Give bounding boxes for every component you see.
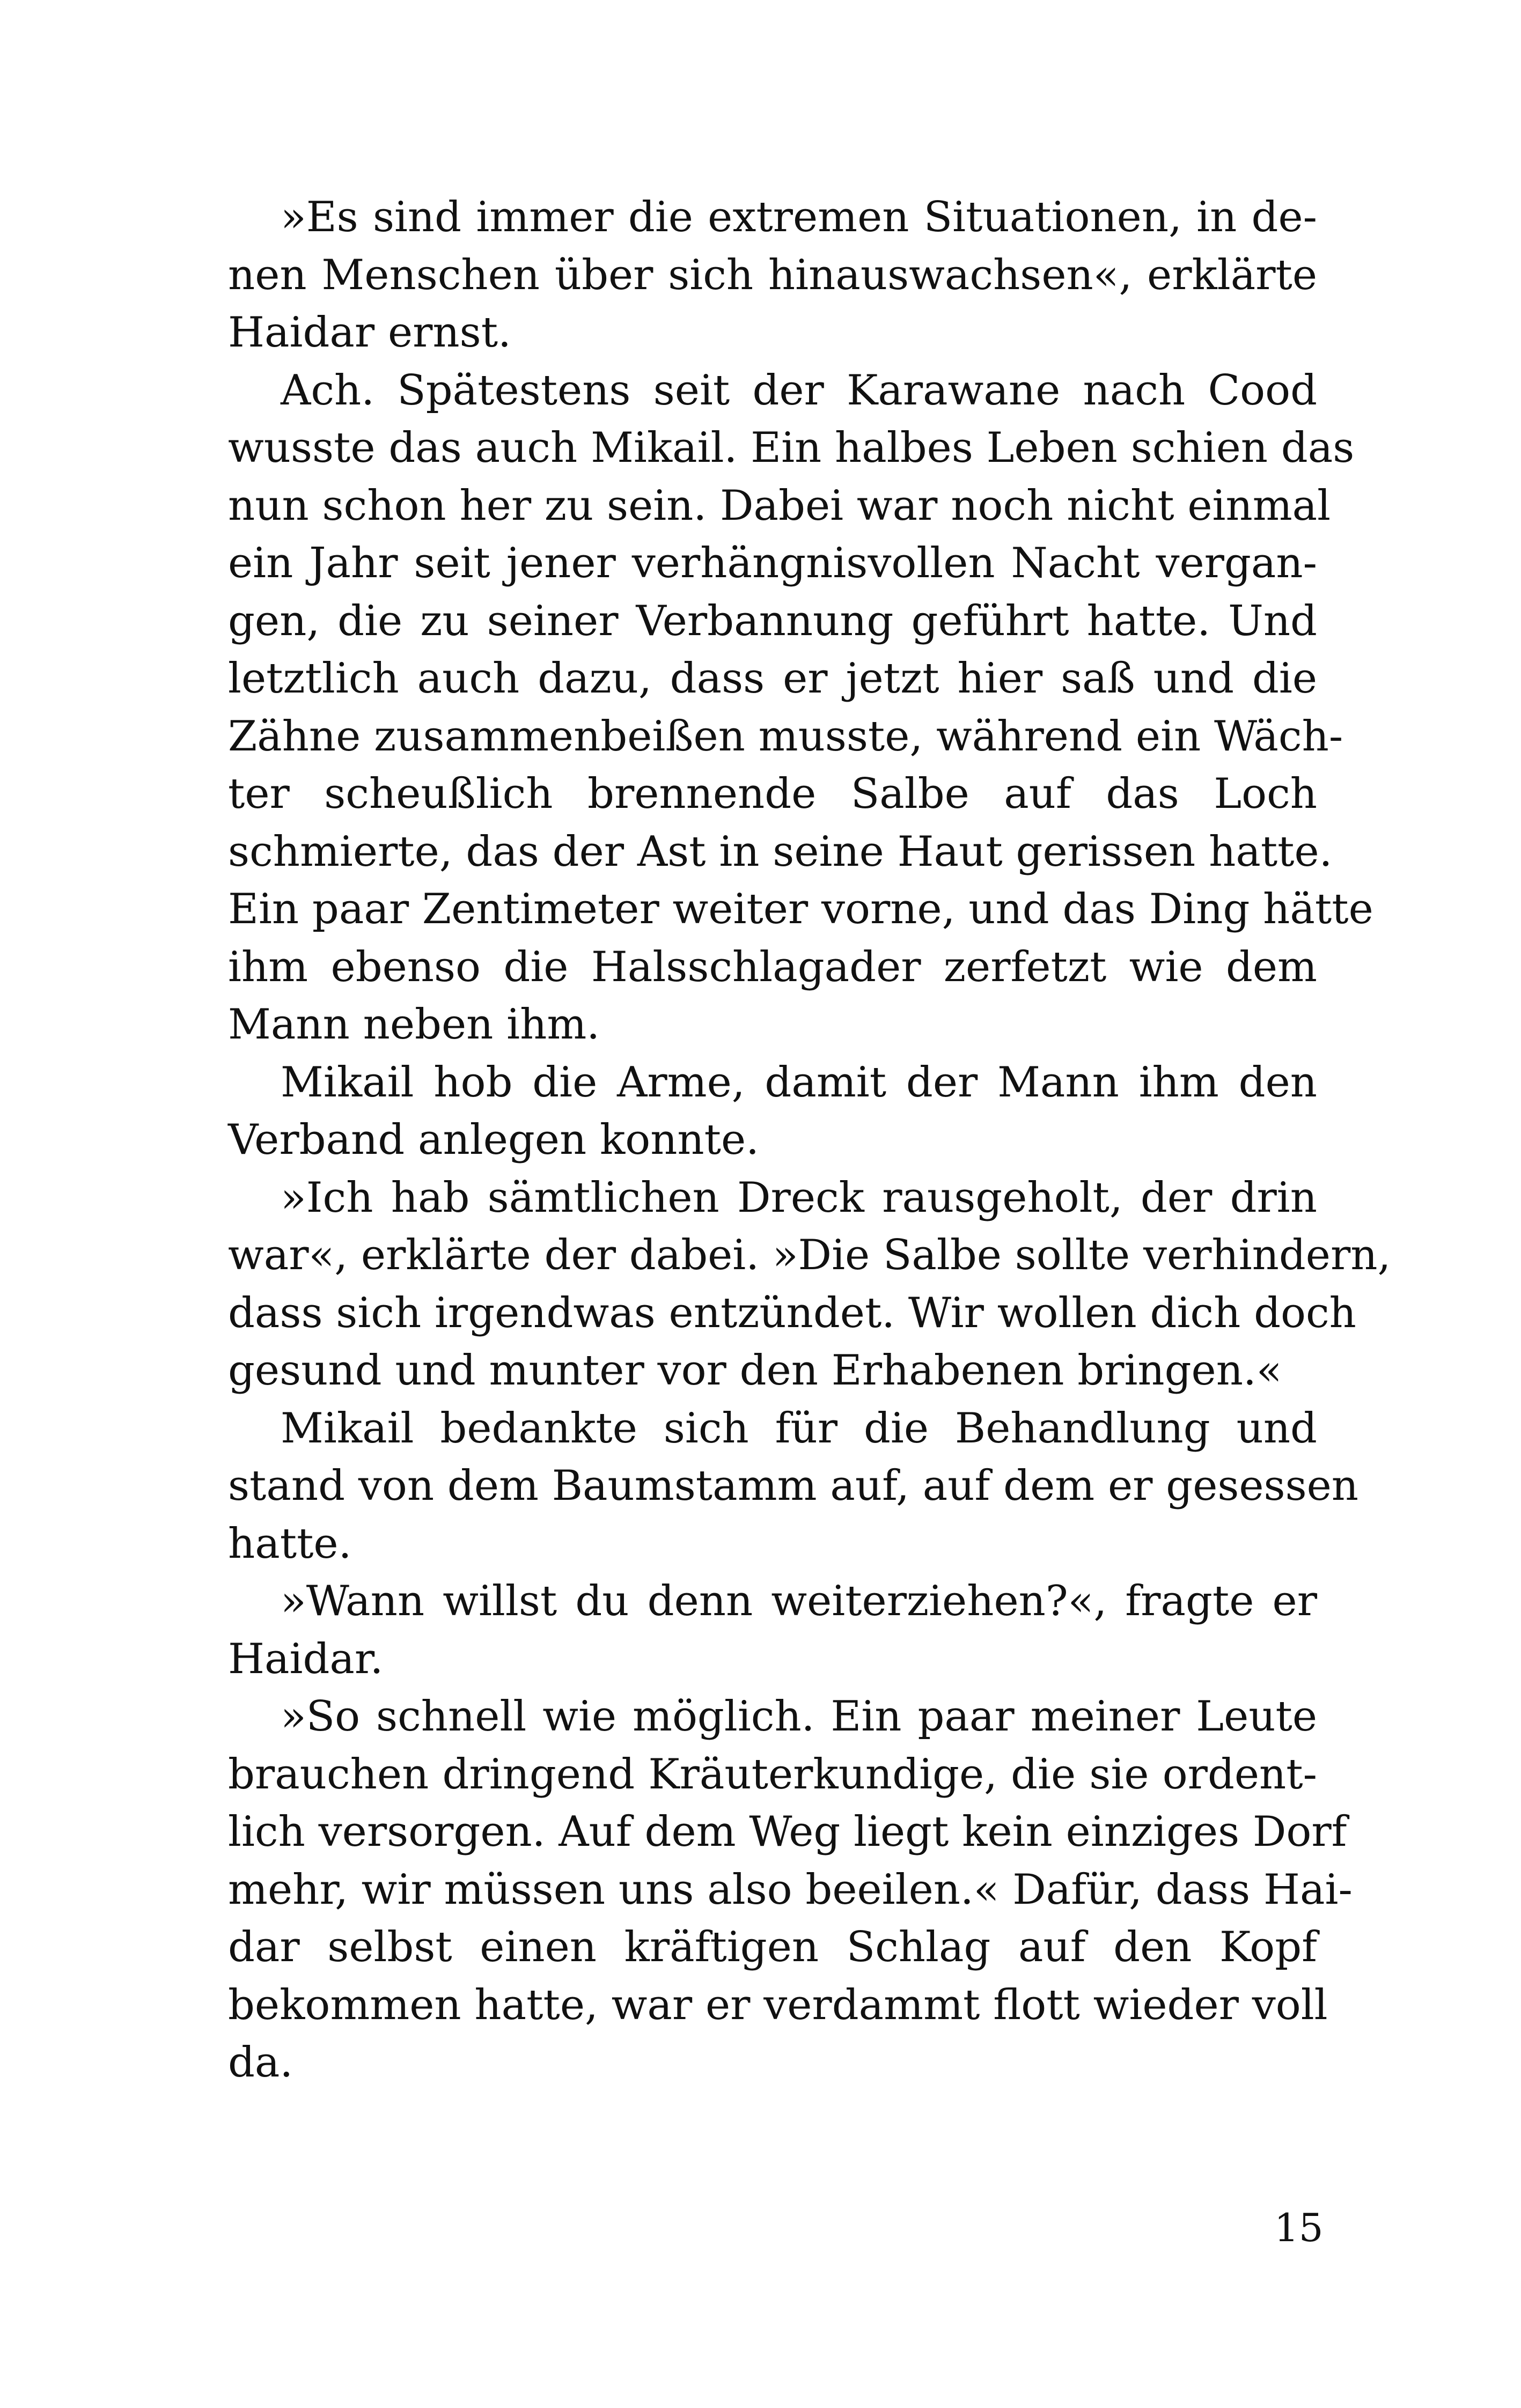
text-line: »Ich hab sämtlichen Dreck rausgeholt, der drin bbox=[281, 1173, 1317, 1222]
text-line: ihm ebenso die Halsschlagader zerfetzt wie dem bbox=[228, 942, 1317, 991]
text-line: ein Jahr seit jener verhängnisvollen Nacht vergan- bbox=[228, 539, 1317, 587]
text-line: letztlich auch dazu, dass er jetzt hier saß und die bbox=[228, 654, 1317, 703]
text-line: mehr, wir müssen uns also beeilen.« Dafür, dass Hai- bbox=[228, 1865, 1353, 1914]
text-line: ter scheußlich brennende Salbe auf das Loch bbox=[228, 770, 1317, 818]
text-line: Zähne zusammenbeißen musste, während ein Wäch- bbox=[228, 712, 1343, 761]
text-line: bekommen hatte, war er verdammt flott wieder voll bbox=[228, 1980, 1328, 2029]
text-line: Haidar ernst. bbox=[228, 308, 511, 357]
text-line: Verband anlegen konnte. bbox=[228, 1116, 759, 1164]
text-line: stand von dem Baumstamm auf, auf dem er gesessen bbox=[228, 1462, 1358, 1510]
text-line: war«, erklärte der dabei. »Die Salbe sollte verhindern, bbox=[228, 1231, 1391, 1279]
text-line: gesund und munter vor den Erhabenen bringen.« bbox=[228, 1346, 1282, 1395]
text-line: gen, die zu seiner Verbannung geführt hatte. Und bbox=[228, 597, 1317, 645]
text-line: Ein paar Zentimeter weiter vorne, und das Ding hätte bbox=[228, 885, 1373, 933]
text-line: dar selbst einen kräftigen Schlag auf den Kopf bbox=[228, 1923, 1317, 1971]
text-line: Mann neben ihm. bbox=[228, 1000, 600, 1049]
text-line: »Wann willst du denn weiterziehen?«, fragte er bbox=[281, 1577, 1317, 1625]
text-line: Mikail bedankte sich für die Behandlung und bbox=[281, 1404, 1317, 1453]
text-line: schmierte, das der Ast in seine Haut gerissen hatte. bbox=[228, 827, 1333, 876]
text-line: Haidar. bbox=[228, 1634, 384, 1683]
text-line: »Es sind immer die extremen Situationen, in de- bbox=[281, 193, 1317, 241]
text-line: da. bbox=[228, 2038, 293, 2087]
text-line: lich versorgen. Auf dem Weg liegt kein einziges Dorf bbox=[228, 1808, 1347, 1856]
text-line: Mikail hob die Arme, damit der Mann ihm den bbox=[281, 1058, 1317, 1107]
text-line: brauchen dringend Kräuterkundige, die sie ordent- bbox=[228, 1750, 1317, 1799]
text-line: nen Menschen über sich hinauswachsen«, erklärte bbox=[228, 251, 1317, 299]
text-line: dass sich irgendwas entzündet. Wir wollen dich doch bbox=[228, 1288, 1356, 1337]
text-line: nun schon her zu sein. Dabei war noch nicht einmal bbox=[228, 481, 1331, 530]
text-line: hatte. bbox=[228, 1519, 352, 1568]
body-text bbox=[228, 189, 1391, 2092]
text-line: Ach. Spätestens seit der Karawane nach Cood bbox=[281, 366, 1317, 415]
page-number: 15 bbox=[1274, 2205, 1324, 2250]
text-line: »So schnell wie möglich. Ein paar meiner Leute bbox=[281, 1692, 1317, 1741]
text-line: wusste das auch Mikail. Ein halbes Leben schien das bbox=[228, 424, 1355, 472]
